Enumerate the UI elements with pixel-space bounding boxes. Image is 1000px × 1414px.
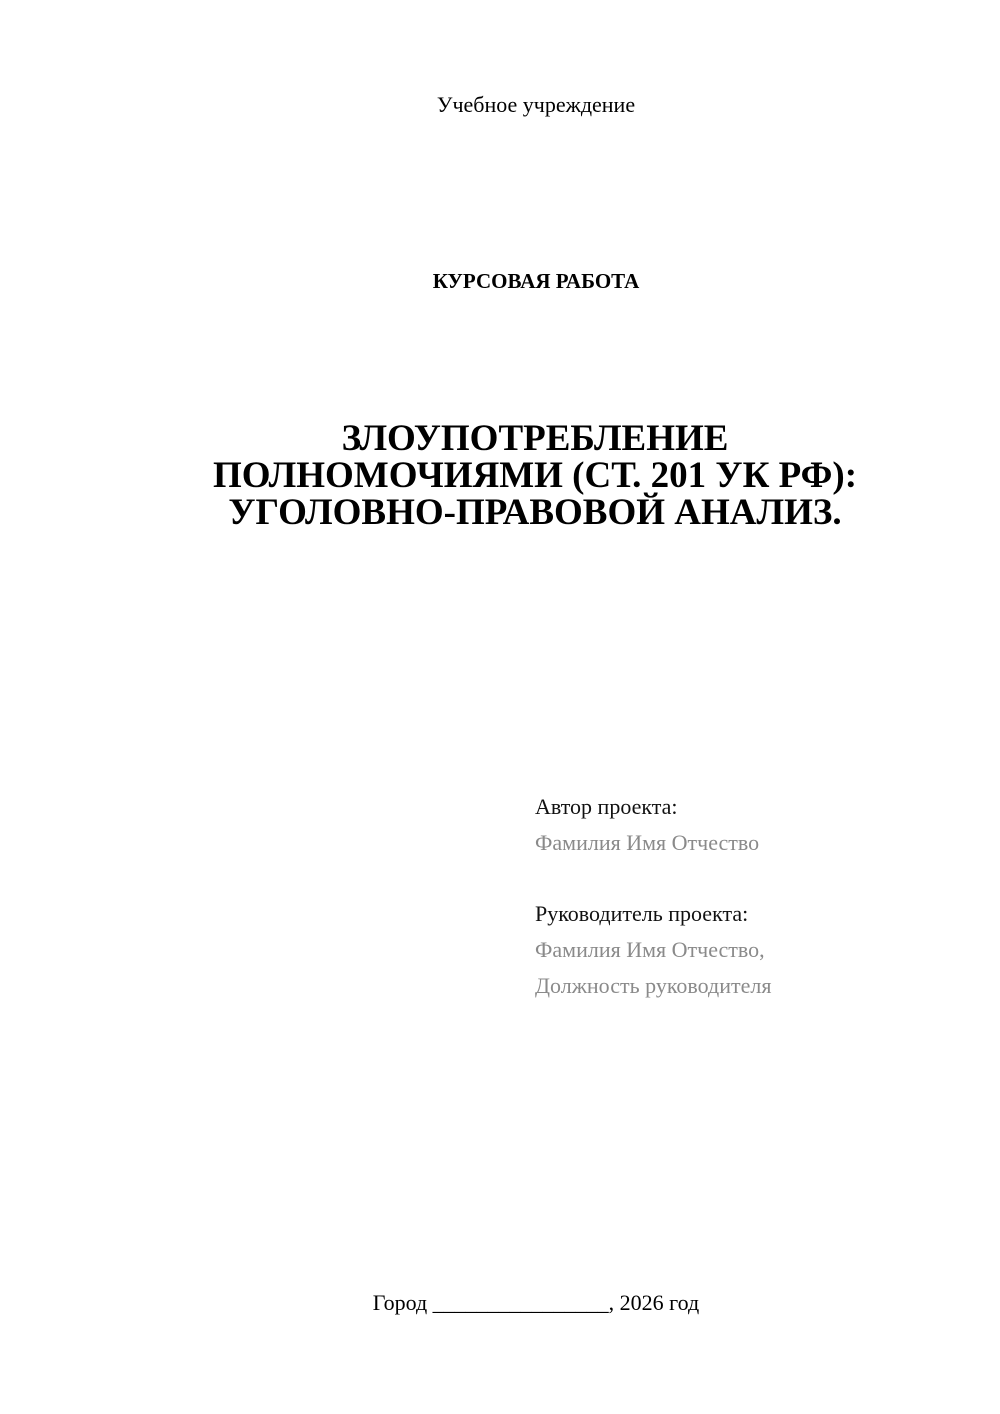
title-line-3: УГОЛОВНО-ПРАВОВОЙ АНАЛИЗ. xyxy=(228,492,842,533)
author-label: Автор проекта: xyxy=(535,794,678,819)
authors-spacer xyxy=(535,861,975,896)
authors-block xyxy=(535,789,975,1004)
title-line-2: ПОЛНОМОЧИЯМИ (СТ. 201 УК РФ): xyxy=(212,455,858,496)
city-year-footer: Город ________________, 2026 год xyxy=(372,1290,700,1315)
supervisor-position: Должность руководителя xyxy=(535,973,772,998)
supervisor-name: Фамилия Имя Отчество, xyxy=(535,937,765,962)
institution-name: Учебное учреждение xyxy=(436,92,636,117)
document-title xyxy=(150,420,920,531)
supervisor-label: Руководитель проекта: xyxy=(535,901,749,926)
title-line-1: ЗЛОУПОТРЕБЛЕНИЕ xyxy=(341,418,729,459)
work-type: КУРСОВАЯ РАБОТА xyxy=(432,269,640,293)
author-name: Фамилия Имя Отчество xyxy=(535,830,760,855)
